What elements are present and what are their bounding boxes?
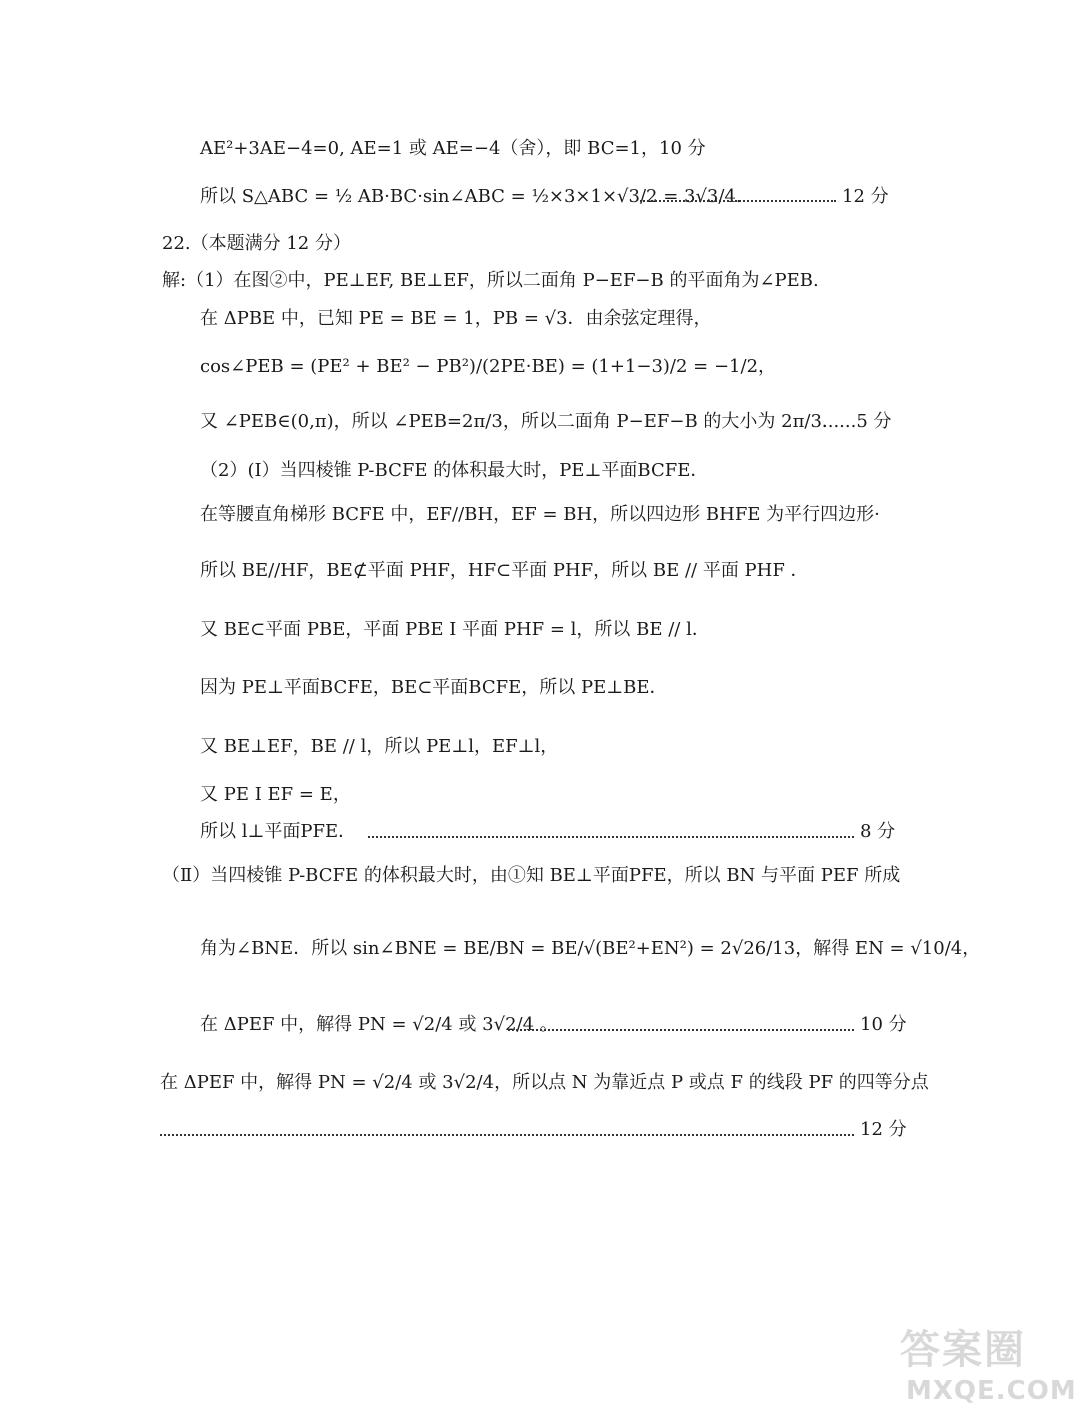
line-12: 因为 PE⊥平面BCFE，BE⊂平面BCFE，所以 PE⊥BE． (200, 677, 668, 698)
leader-dots (508, 1029, 854, 1031)
leader-dots (160, 1134, 854, 1136)
line-13: 又 BE⊥EF，BE // l，所以 PE⊥l，EF⊥l， (200, 736, 559, 757)
line-2: 所以 S△ABC = ½ AB·BC·sin∠ABC = ½×3×1×√3/2 = 3√3/4. (200, 186, 742, 207)
line-9: 在等腰直角梯形 BCFE 中，EF//BH，EF = BH，所以四边形 BHFE 为平行四边形· (200, 504, 880, 525)
line-18: 在 ΔPEF 中，解得 PN = √2/4 或 3√2/4 。 (200, 1014, 558, 1035)
watermark-logo (892, 1318, 1077, 1413)
line-11: 又 BE⊂平面 PBE，平面 PBE I 平面 PHF = l，所以 BE // l． (200, 619, 710, 640)
leader-dots (640, 200, 836, 202)
section-heading: 22.（本题满分 12 分） (162, 233, 351, 254)
line-10: 所以 BE//HF，BE⊄平面 PHF，HF⊂平面 PHF，所以 BE // 平面 PHF ． (200, 560, 809, 581)
watermark-url: MXQE.COM (906, 1376, 1077, 1406)
line-4: 解:（1）在图②中，PE⊥EF, BE⊥EF，所以二面角 P−EF−B 的平面角为∠PEB. (162, 270, 819, 291)
score-label: 12 分 (842, 186, 889, 207)
line-17: 角为∠BNE．所以 sin∠BNE = BE/BN = BE/√(BE²+EN²) = 2√26/13，解得 EN = √10/4， (200, 938, 981, 959)
line-6: cos∠PEB = (PE² + BE² − PB²)/(2PE·BE) = (1+1−3)/2 = −1/2， (200, 356, 777, 377)
leader-dots (368, 836, 854, 838)
line-7: 又 ∠PEB∈(0,π)，所以 ∠PEB=2π/3，所以二面角 P−EF−B 的大小为 2π/3． (200, 411, 840, 432)
line-14: 又 PE I EF = E， (200, 784, 351, 805)
score-label: ......5 分 (822, 411, 892, 432)
line-1: AE²+3AE−4=0, AE=1 或 AE=−4（舍），即 BC=1，10 分 (200, 138, 706, 159)
score-label: 8 分 (860, 821, 896, 842)
watermark-text: 答案圈 (900, 1327, 1026, 1373)
score-label: 10 分 (860, 1014, 907, 1035)
line-8: （2）(Ⅰ）当四棱锥 P-BCFE 的体积最大时，PE⊥平面BCFE． (200, 460, 709, 481)
line-16: （Ⅱ）当四棱锥 P-BCFE 的体积最大时，由①知 BE⊥平面PFE，所以 BN 与平面 PEF 所成 (162, 865, 901, 886)
line-5: 在 ΔPBE 中，已知 PE = BE = 1，PB = √3．由余弦定理得， (200, 308, 712, 329)
line-19: 在 ΔPEF 中，解得 PN = √2/4 或 3√2/4，所以点 N 为靠近点 P 或点 F 的线段 PF 的四等分点 (160, 1072, 929, 1093)
line-15: 所以 l⊥平面PFE． (200, 821, 357, 842)
score-label: 12 分 (860, 1119, 907, 1140)
